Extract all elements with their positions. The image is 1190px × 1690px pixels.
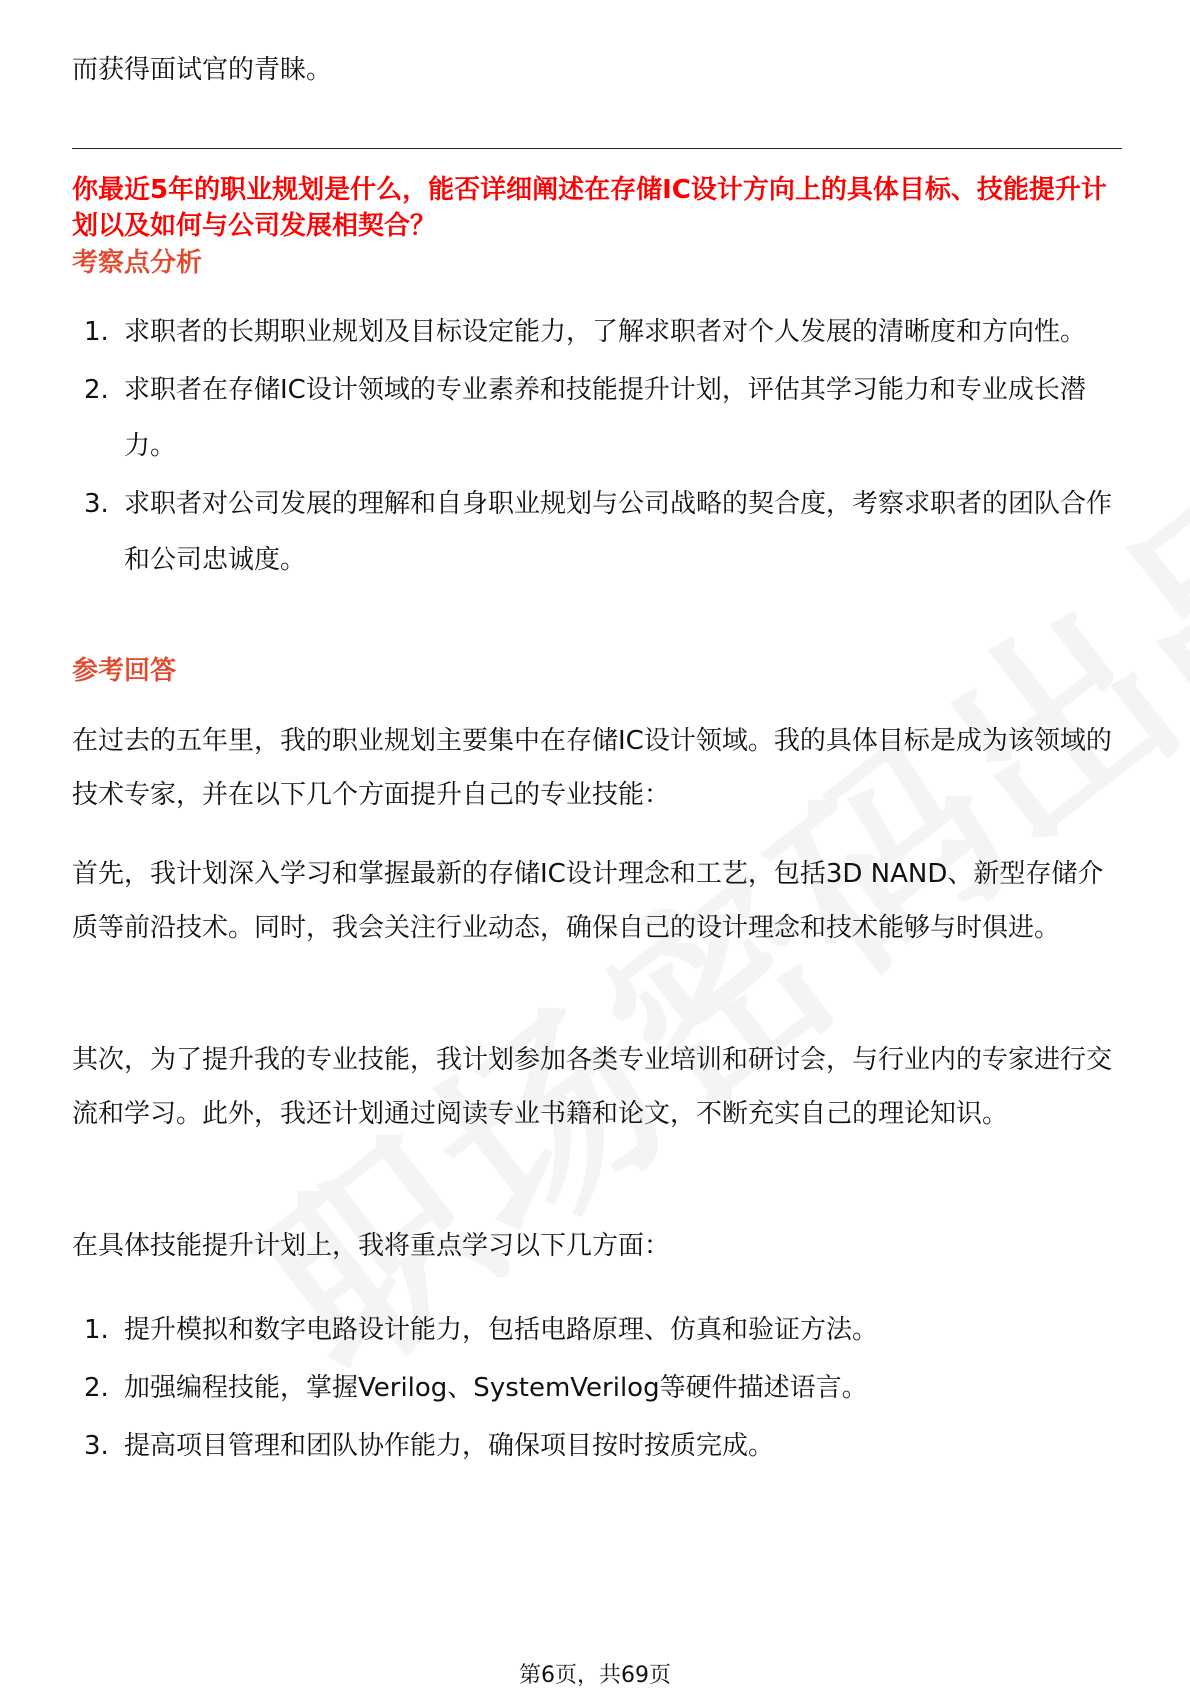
list-item-text: 求职者在存储IC设计领域的专业素养和技能提升计划，评估其学习能力和专业成长潜力。: [124, 375, 1086, 461]
list-item: [72, 362, 1124, 474]
list-item-number: 2.: [84, 1373, 109, 1403]
skills-list: [72, 1302, 1124, 1476]
answer-paragraph: 首先，我计划深入学习和掌握最新的存储IC设计理念和工艺，包括3D NAND、新型存储介质等前沿技术。同时，我会关注行业动态，确保自己的设计理念和技术能够与时俱进。: [72, 859, 1104, 943]
list-item: [72, 476, 1124, 588]
list-item-text: 求职者对公司发展的理解和自身职业规划与公司战略的契合度，考察求职者的团队合作和公司忠诚度。: [124, 489, 1113, 575]
list-item-text: 求职者的长期职业规划及目标设定能力，了解求职者对个人发展的清晰度和方向性。: [124, 317, 1087, 347]
list-item-text: 提升模拟和数字电路设计能力，包括电路原理、仿真和验证方法。: [124, 1315, 879, 1345]
list-item: [72, 1418, 1124, 1474]
answer-paragraph: 其次，为了提升我的专业技能，我计划参加各类专业培训和研讨会，与行业内的专家进行交流和学习。此外，我还计划通过阅读专业书籍和论文，不断充实自己的理论知识。: [72, 1045, 1113, 1129]
list-item-number: 1.: [84, 1315, 109, 1345]
answer-paragraph: 在具体技能提升计划上，我将重点学习以下几方面：: [72, 1231, 671, 1261]
list-item-text: 提高项目管理和团队协作能力，确保项目按时按质完成。: [124, 1431, 775, 1461]
answer-paragraph: 在过去的五年里，我的职业规划主要集中在存储IC设计领域。我的具体目标是成为该领域的技术专家，并在以下几个方面提升自己的专业技能：: [72, 726, 1112, 810]
list-item-number: 1.: [84, 317, 109, 347]
answer-heading: 参考回答: [72, 656, 177, 686]
list-item-text: 加强编程技能，掌握Verilog、SystemVerilog等硬件描述语言。: [124, 1373, 868, 1403]
section-divider: [72, 148, 1122, 149]
analysis-list: [72, 304, 1124, 590]
page-footer: 第6页，共69页: [519, 1663, 671, 1688]
list-item-number: 3.: [84, 1431, 109, 1461]
list-item-number: 3.: [84, 489, 109, 519]
intro-tail-text: 而获得面试官的青睐。: [72, 55, 333, 85]
list-item: [72, 1360, 1124, 1416]
analysis-heading: 考察点分析: [72, 248, 203, 278]
list-item: [72, 1302, 1124, 1358]
list-item-number: 2.: [84, 375, 109, 405]
list-item: [72, 304, 1124, 360]
question-title: 你最近5年的职业规划是什么，能否详细阐述在存储IC设计方向上的具体目标、技能提升计划以及如何与公司发展相契合？: [72, 175, 1107, 241]
